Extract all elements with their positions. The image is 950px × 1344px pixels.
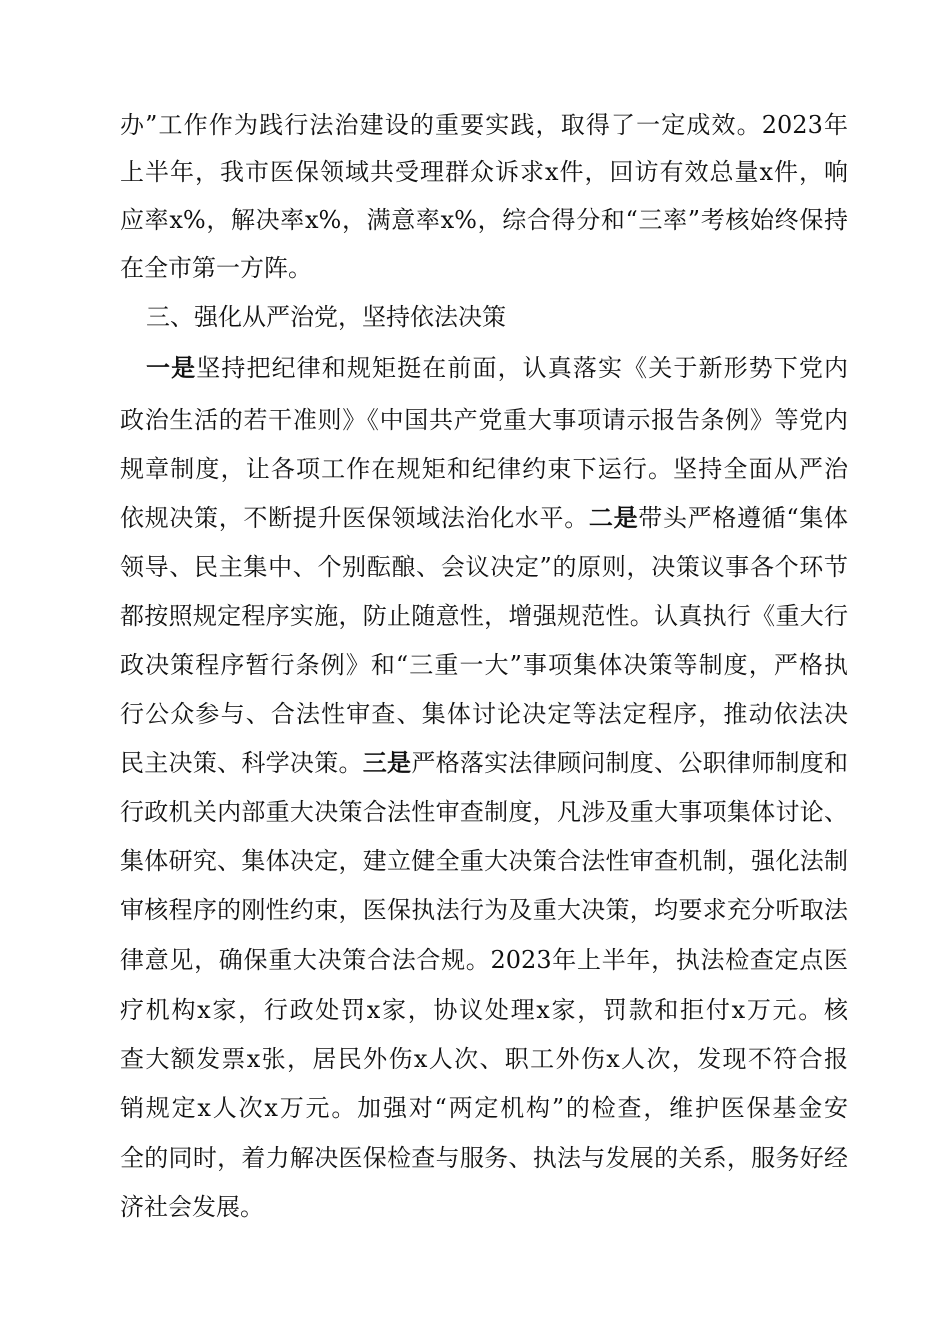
text-segment: 三、强化从严治党，坚持依法决策 xyxy=(146,303,506,331)
text-segment: 都按照规定程序实施，防止随意性，增强规范性。认真执行《重大行 xyxy=(120,602,848,630)
bold-lead: 二是 xyxy=(588,503,639,532)
bold-lead: 一是 xyxy=(146,353,197,382)
text-line xyxy=(120,110,848,140)
text-line xyxy=(120,846,848,876)
text-line xyxy=(120,454,848,484)
text-segment: 严格落实法律顾问制度、公职律师制度和 xyxy=(411,749,848,777)
text-line xyxy=(120,995,848,1025)
text-segment: 济社会发展。 xyxy=(120,1193,264,1221)
text-line xyxy=(120,650,848,680)
text-line xyxy=(120,1044,848,1074)
text-line xyxy=(120,205,848,235)
text-segment: 规章制度，让各项工作在规矩和纪律约束下运行。坚持全面从严治 xyxy=(120,455,848,483)
text-line xyxy=(120,157,848,187)
text-segment: 坚持把纪律和规矩挺在前面，认真落实《关于新形势下党内 xyxy=(196,354,848,382)
text-segment: 在全市第一方阵。 xyxy=(120,254,312,282)
text-segment: 律意见，确保重大决策合法合规。2023年上半年，执法检查定点医 xyxy=(120,946,848,974)
text-segment: 应率x%，解决率x%，满意率x%，综合得分和“三率”考核始终保持 xyxy=(120,206,848,234)
text-segment: 民主决策、科学决策。 xyxy=(120,749,363,777)
text-segment: 集体研究、集体决定，建立健全重大决策合法性审查机制，强化法制 xyxy=(120,847,848,875)
text-segment: 上半年，我市医保领域共受理群众诉求x件，回访有效总量x件，响 xyxy=(120,158,848,186)
text-line xyxy=(120,797,848,827)
text-line xyxy=(120,552,848,582)
text-segment: 政决策程序暂行条例》和“三重一大”事项集体决策等制度，严格执 xyxy=(120,651,848,679)
text-segment: 行政机关内部重大决策合法性审查制度，凡涉及重大事项集体讨论、 xyxy=(120,798,848,826)
text-line xyxy=(120,945,848,975)
text-segment: 依规决策，不断提升医保领域法治化水平。 xyxy=(120,504,589,532)
text-segment: 带头严格遵循“集体 xyxy=(638,504,848,532)
text-segment: 领导、民主集中、个别酝酿、会议决定”的原则，决策议事各个环节 xyxy=(120,553,848,581)
text-line xyxy=(120,405,848,435)
text-line xyxy=(120,1192,848,1222)
text-segment: 政治生活的若干准则》《中国共产党重大事项请示报告条例》等党内 xyxy=(120,406,848,434)
text-segment: 销规定x人次x万元。加强对“两定机构”的检查，维护医保基金安 xyxy=(120,1094,848,1122)
text-line xyxy=(120,601,848,631)
text-line xyxy=(120,1143,848,1173)
text-line xyxy=(120,503,848,533)
text-line xyxy=(120,895,848,925)
text-line xyxy=(120,699,848,729)
text-segment: 查大额发票x张，居民外伤x人次、职工外伤x人次，发现不符合报 xyxy=(120,1045,848,1073)
text-segment: 办”工作作为践行法治建设的重要实践，取得了一定成效。2023年 xyxy=(120,111,848,139)
text-segment: 疗机构x家，行政处罚x家，协议处理x家，罚款和拒付x万元。核 xyxy=(120,996,848,1024)
bold-lead: 三是 xyxy=(362,748,412,777)
text-line xyxy=(120,1093,848,1123)
text-segment: 行公众参与、合法性审查、集体讨论决定等法定程序，推动依法决 xyxy=(120,700,848,728)
text-line xyxy=(120,253,848,283)
text-segment: 全的同时，着力解决医保检查与服务、执法与发展的关系，服务好经 xyxy=(120,1144,848,1172)
text-segment: 审核程序的刚性约束，医保执法行为及重大决策，均要求充分听取法 xyxy=(120,896,848,924)
text-line xyxy=(146,353,848,383)
section-heading xyxy=(146,302,848,332)
text-line xyxy=(120,748,848,778)
